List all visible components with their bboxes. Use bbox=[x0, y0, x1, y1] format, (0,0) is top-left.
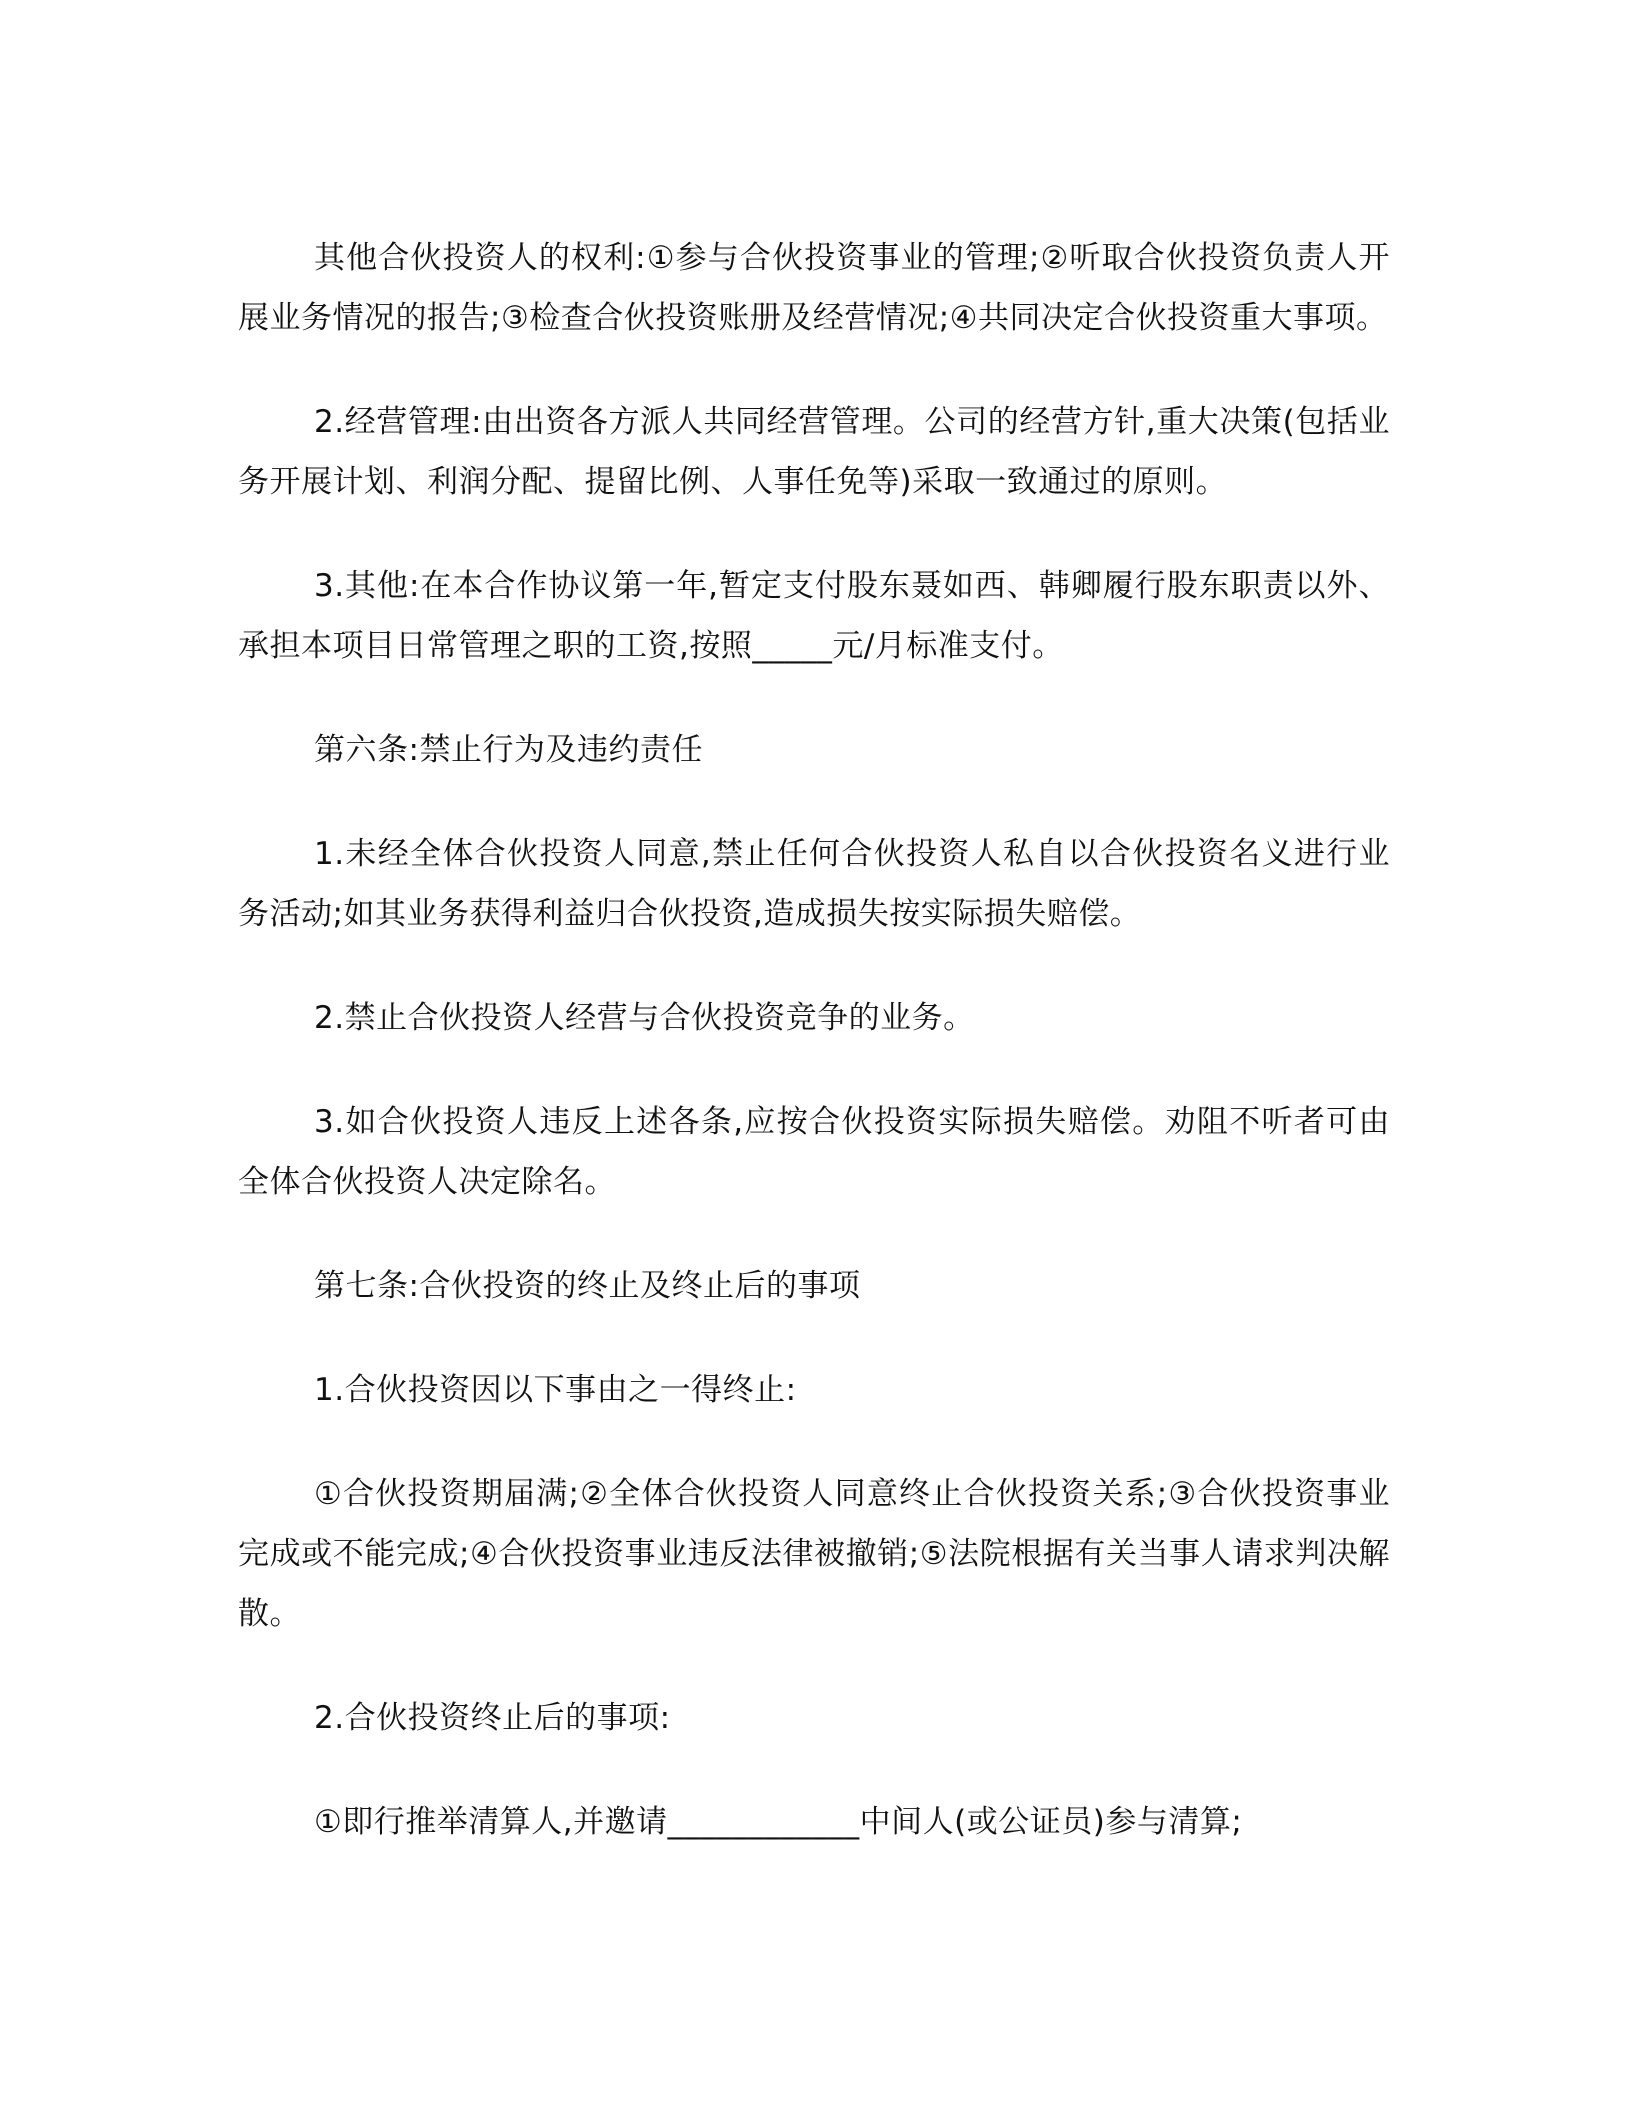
document-body bbox=[238, 228, 1390, 1896]
heading-article-7: 第七条:合伙投资的终止及终止后的事项 bbox=[314, 1268, 861, 1304]
paragraph-operation-management: 2.经营管理:由出资各方派人共同经营管理。公司的经营方针,重大决策(包括业务开展计划、利润分配、提留比例、人事任免等)采取一致通过的原则。 bbox=[238, 404, 1390, 500]
paragraph-other-salary: 3.其他:在本合作协议第一年,暂定支付股东聂如西、韩卿履行股东职责以外、承担本项目日常管理之职的工资,按照_____元/月标准支付。 bbox=[238, 568, 1390, 664]
paragraph-termination-reasons: ①合伙投资期届满;②全体合伙投资人同意终止合伙投资关系;③合伙投资事业完成或不能完成;④合伙投资事业违反法律被撤销;⑤法院根据有关当事人请求判决解散。 bbox=[238, 1476, 1390, 1632]
paragraph-termination-2: 2.合伙投资终止后的事项: bbox=[314, 1700, 671, 1736]
heading-article-6: 第六条:禁止行为及违约责任 bbox=[314, 732, 703, 768]
paragraph-prohibition-2: 2.禁止合伙投资人经营与合伙投资竞争的业务。 bbox=[314, 1000, 975, 1036]
paragraph-prohibition-1: 1.未经全体合伙投资人同意,禁止任何合伙投资人私自以合伙投资名义进行业务活动;如其业务获得利益归合伙投资,造成损失按实际损失赔偿。 bbox=[238, 836, 1390, 932]
paragraph-termination-1: 1.合伙投资因以下事由之一得终止: bbox=[314, 1372, 797, 1408]
paragraph-liquidation: ①即行推举清算人,并邀请____________中间人(或公证员)参与清算; bbox=[314, 1804, 1243, 1840]
paragraph-partner-rights: 其他合伙投资人的权利:①参与合伙投资事业的管理;②听取合伙投资负责人开展业务情况的报告;③检查合伙投资账册及经营情况;④共同决定合伙投资重大事项。 bbox=[238, 240, 1390, 336]
paragraph-prohibition-3: 3.如合伙投资人违反上述各条,应按合伙投资实际损失赔偿。劝阻不听者可由全体合伙投资人决定除名。 bbox=[238, 1104, 1390, 1200]
